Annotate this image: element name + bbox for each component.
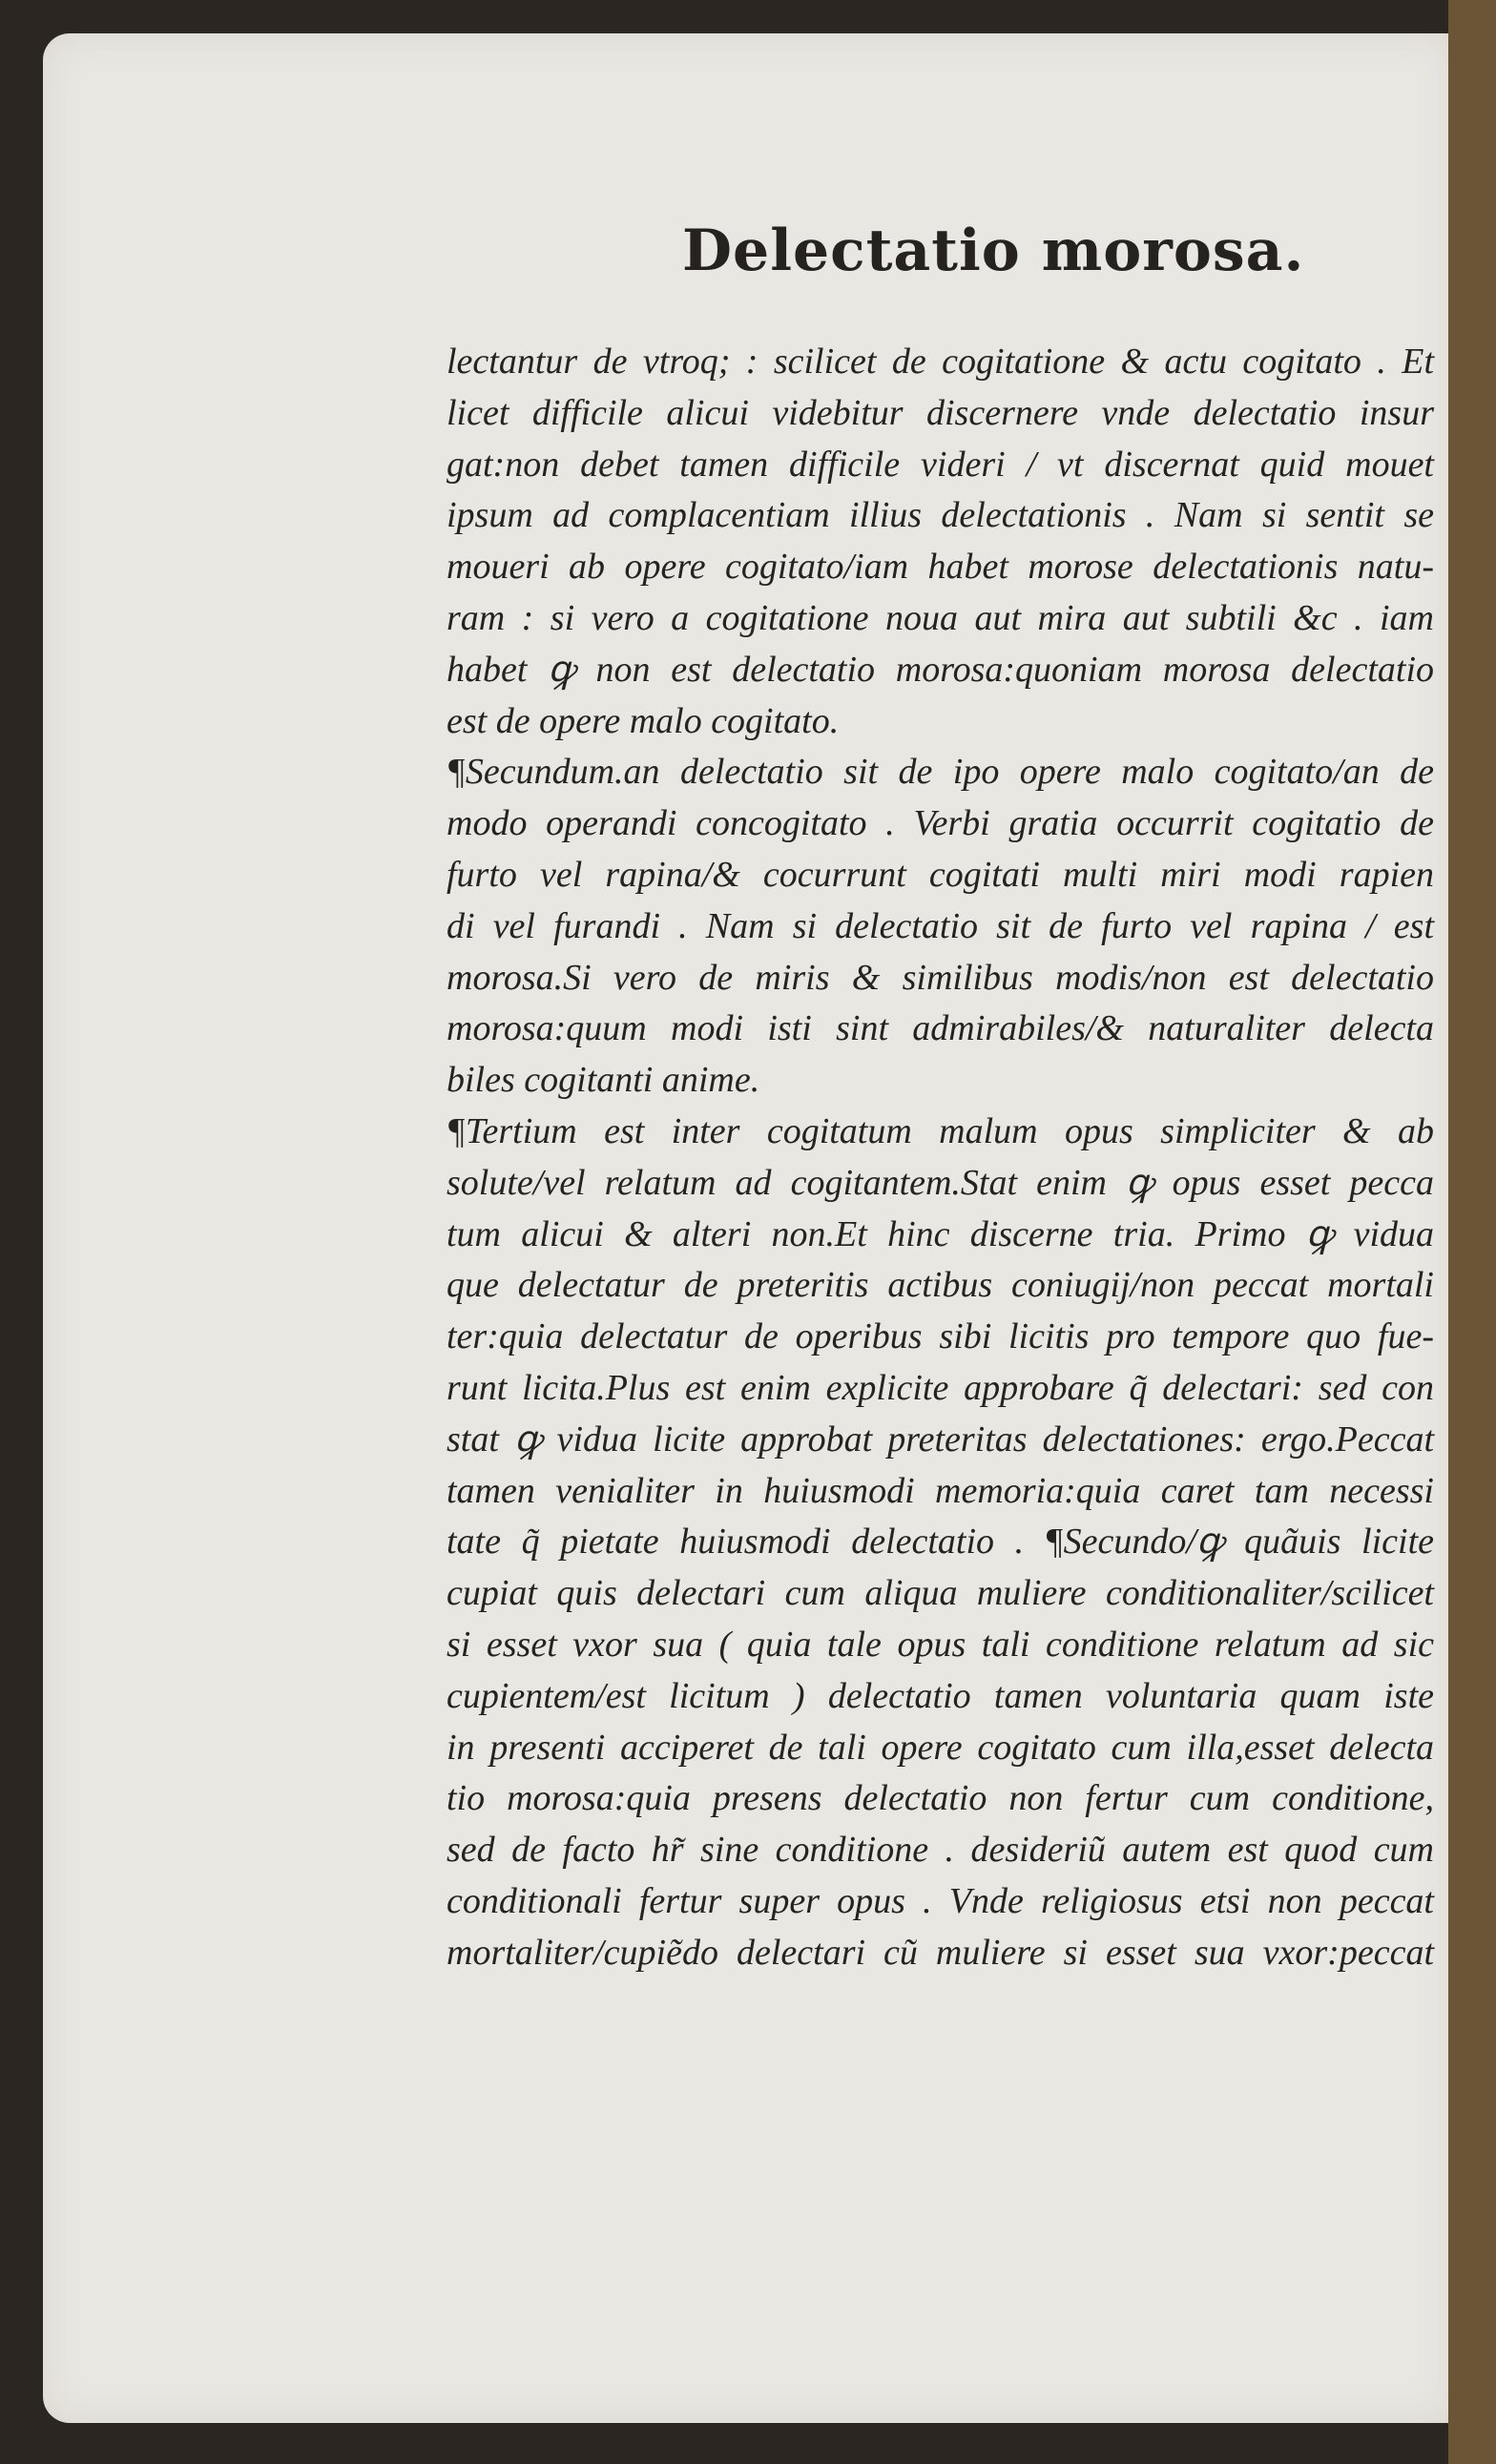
text-line: licet difficile alicui videbitur discernere vnde delectatio insur <box>447 392 1434 433</box>
text-line: gat:non debet tamen difficile videri / vt discernat quid mouet <box>447 444 1434 485</box>
text-line: cupiat quis delectari cum aliqua muliere conditionaliter/scilicet <box>447 1573 1434 1614</box>
text-line: cupientem/est licitum ) delectatio tamen voluntaria quam iste <box>447 1675 1434 1716</box>
text-line: modo operandi concogitato . Verbi gratia occurrit cogitatio de <box>447 803 1434 844</box>
text-line: ¶Secundum.an delectatio sit de ipo opere malo cogitato/an de <box>447 752 1434 793</box>
text-line: ter:quia delectatur de operibus sibi licitis pro tempore quo fue- <box>447 1316 1434 1357</box>
text-line: morosa.Si vero de miris & similibus modis/non est delectatio <box>447 957 1434 998</box>
body-text <box>447 337 1434 1979</box>
text-line: mortaliter/cupiẽdo delectari cũ muliere si esset sua vxor:peccat <box>447 1932 1434 1973</box>
text-line: si esset vxor sua ( quia tale opus tali conditione relatum ad sic <box>447 1624 1434 1665</box>
text-line: ipsum ad complacentiam illius delectationis . Nam si sentit se <box>447 495 1434 536</box>
text-line: conditionali fertur super opus . Vnde religiosus etsi non peccat <box>447 1880 1434 1921</box>
text-line: furto vel rapina/& cocurrunt cogitati multi miri modi rapien <box>447 854 1434 895</box>
text-line: stat ꝙ vidua licite approbat preteritas delectationes: ergo.Peccat <box>447 1418 1434 1460</box>
text-line: ¶Tertium est inter cogitatum malum opus simpliciter & ab <box>447 1110 1434 1151</box>
text-line: ram : si vero a cogitatione noua aut mira aut subtili &c . iam <box>447 597 1434 638</box>
text-line: tio morosa:quia presens delectatio non fertur cum conditione, <box>447 1778 1434 1819</box>
text-line: sed de facto hr̃ sine conditione . desideriũ autem est quod cum <box>447 1830 1434 1871</box>
text-line: in presenti acciperet de tali opere cogitato cum illa,esset delecta <box>447 1727 1434 1768</box>
page-title: Delectatio morosa. <box>682 217 1305 284</box>
text-line: est de opere malo cogitato. <box>447 700 840 741</box>
text-line: tamen venialiter in huiusmodi memoria:quia caret tam necessi <box>447 1470 1434 1511</box>
text-line: que delectatur de preteritis actibus coniugij/non peccat mortali <box>447 1265 1434 1306</box>
text-line: di vel furandi . Nam si delectatio sit de furto vel rapina / est <box>447 905 1434 946</box>
text-line: tum alicui & alteri non.Et hinc discerne tria. Primo ꝙ vidua <box>447 1213 1434 1254</box>
text-line: solute/vel relatum ad cogitantem.Stat enim ꝙ opus esset pecca <box>447 1162 1434 1203</box>
text-line: tate q̃ pietate huiusmodi delectatio . ¶Secundo/ꝙ quãuis licite <box>447 1522 1434 1563</box>
text-line: biles cogitanti anime. <box>447 1060 760 1101</box>
text-line: runt licita.Plus est enim explicite approbare q̃ delectari: sed con <box>447 1367 1434 1408</box>
page-edge <box>1448 0 1496 2464</box>
text-line: moueri ab opere cogitato/iam habet morose delectationis natu- <box>447 547 1434 588</box>
text-line: habet ꝙ non est delectatio morosa:quoniam morosa delectatio <box>447 649 1434 690</box>
text-line: morosa:quum modi isti sint admirabiles/& naturaliter delecta <box>447 1008 1434 1049</box>
text-line: lectantur de vtroq; : scilicet de cogitatione & actu cogitato . Et <box>447 342 1434 382</box>
